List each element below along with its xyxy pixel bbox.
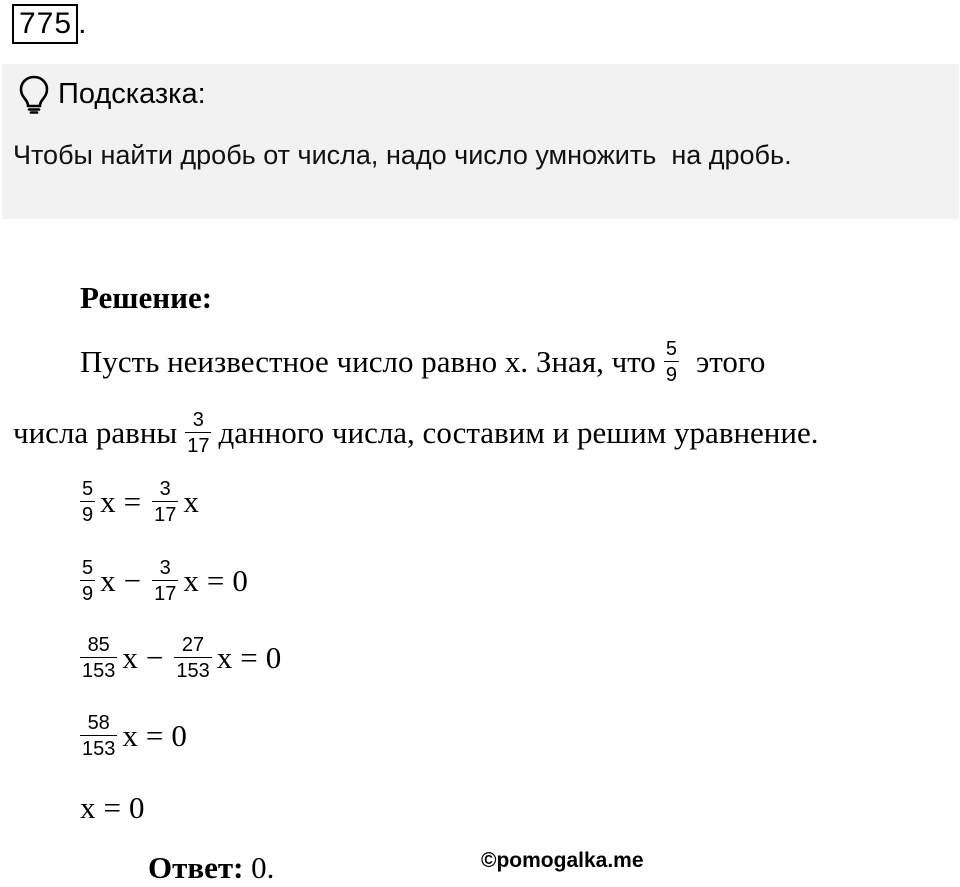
variable: x [216,640,233,675]
fraction-denominator: 17 [187,435,210,457]
paragraph-2-text-before: числа равны [13,415,178,450]
variable: x [80,790,96,825]
fraction-bar [80,580,95,581]
fraction-bar [185,432,211,433]
right-hand-side: 0 [171,718,187,753]
right-hand-side: 0 [232,563,248,598]
equals-sign: = [145,718,164,753]
problem-number [12,4,86,44]
fraction-denominator: 9 [665,364,677,386]
fraction-bar [152,580,178,581]
fraction-bar [174,657,211,658]
fraction [174,634,211,682]
hint-text: Чтобы найти дробь от числа, надо число умножить на дробь. [13,140,792,170]
variable: x [183,484,199,519]
fraction-denominator: 153 [82,660,116,682]
hint-panel [2,64,959,219]
fraction-numerator: 85 [87,634,110,656]
right-hand-side: 0 [128,790,145,825]
lightbulb-icon [16,74,52,114]
fraction-bar [80,501,95,502]
equation-line-4 [80,712,187,760]
variable: x [183,563,199,598]
fraction-numerator: 3 [192,409,204,431]
paragraph-1-text-after: этого [695,344,766,379]
equals-sign: = [103,790,121,825]
fraction-denominator: 153 [82,738,116,760]
fraction-denominator: 17 [154,504,177,526]
operator: − [123,563,142,598]
fraction-numerator: 3 [159,557,171,579]
fraction-denominator: 153 [176,660,210,682]
variable: x [100,563,116,598]
fraction-numerator: 27 [181,634,205,656]
variable: x [122,640,138,675]
hint-header [16,74,206,114]
fraction-denominator: 9 [82,504,94,526]
fraction-numerator: 5 [82,478,94,500]
equation-line-2 [80,557,248,605]
problem-number-box: 775 [12,4,78,44]
fraction-numerator: 3 [159,478,171,500]
equals-sign: = [206,563,225,598]
fraction-denominator: 9 [82,583,94,605]
equals-sign: = [240,640,258,675]
fraction-numerator: 58 [87,712,110,734]
fraction [664,338,679,386]
fraction [80,557,95,605]
fraction [80,634,117,682]
fraction [152,478,178,526]
watermark: ©pomogalka.me [481,849,644,872]
operator: − [145,640,164,675]
fraction [80,478,95,526]
fraction [152,557,178,605]
solution-paragraph-2 [13,409,819,457]
paragraph-1-text-before: Пусть неизвестное число равно х. Зная, что [80,344,656,379]
solution-heading: Решение: [80,280,213,315]
equation-line-1 [80,478,199,526]
fraction-bar [664,361,679,362]
operator: = [123,484,142,519]
answer-label: Ответ: [148,850,244,885]
fraction-bar [80,735,117,736]
fraction-bar [80,657,117,658]
solution-paragraph-1 [80,338,765,386]
fraction [185,409,211,457]
right-hand-side: 0 [265,640,282,675]
fraction-denominator: 17 [154,583,177,605]
equation-line-3 [80,634,281,682]
problem-number-dot: . [78,7,87,40]
hint-title: Подсказка: [58,77,206,110]
answer-line [148,850,274,886]
fraction-numerator: 5 [82,557,94,579]
equation-line-5 [80,790,144,826]
paragraph-2-text-after: данного числа, составим и решим уравнение. [218,415,819,450]
fraction [80,712,117,760]
variable: x [122,718,138,753]
answer-value: 0. [243,850,275,885]
variable: x [100,484,116,519]
fraction-numerator: 5 [665,338,677,360]
fraction-bar [152,501,178,502]
